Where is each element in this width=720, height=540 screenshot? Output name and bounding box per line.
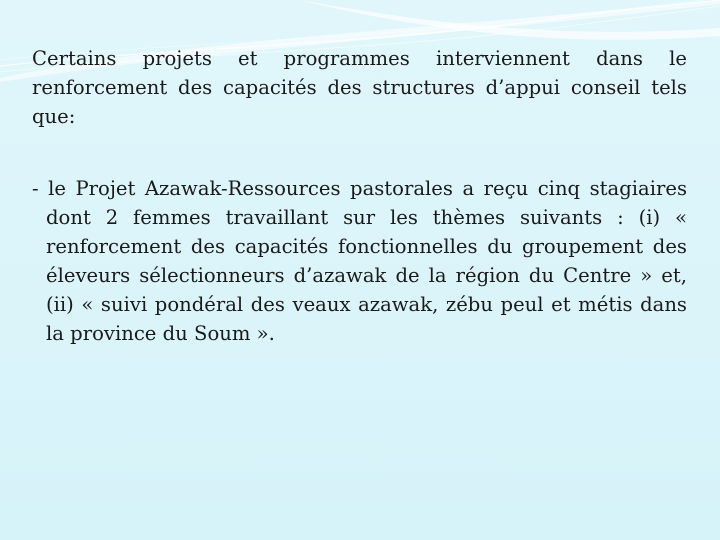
intro-paragraph: Certains projets et programmes interviennent dans le renforcement des capacités des structures d’appui conseil tels que: xyxy=(32,47,687,128)
bullet-item: - le Projet Azawak-Ressources pastorales a reçu cinq stagiaires dont 2 femmes travaillant sur les thèmes suivants : (i) « renforcement des capacités fonctionnelles du groupement des éleveurs sélectionneurs d’azawak de la région du Centre » et, (ii) « suivi pondéral des veaux azawak, zébu peul et métis dans la province du Soum ». xyxy=(32,177,687,345)
text-content xyxy=(32,44,687,348)
